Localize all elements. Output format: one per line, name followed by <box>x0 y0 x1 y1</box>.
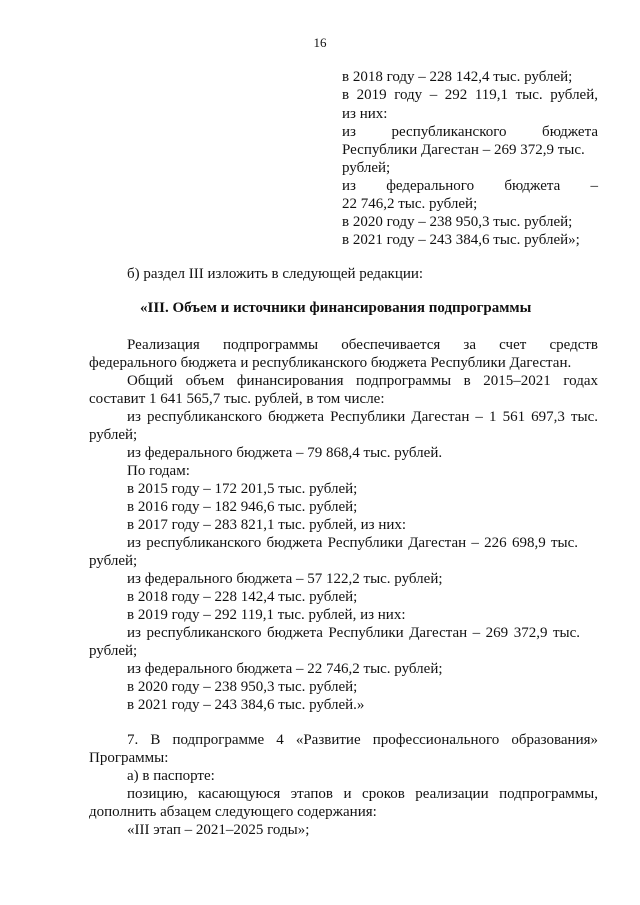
page-number: 16 <box>313 35 327 50</box>
body-line: Реализация подпрограммы обеспечивается за счет средств <box>127 337 598 353</box>
body-line: из республиканского бюджета Республики Дагестан – 226 698,9 тыс. <box>127 535 578 551</box>
body-line: из федерального бюджета – 57 122,2 тыс. рублей; <box>127 571 443 587</box>
body-line: рублей; <box>89 427 138 443</box>
item-7-line: позицию, касающуюся этапов и сроков реализации подпрограммы, <box>127 786 598 802</box>
quote-line: в 2021 году – 243 384,6 тыс. рублей»; <box>342 232 580 248</box>
body-line: рублей; <box>89 553 138 569</box>
body-line: в 2021 году – 243 384,6 тыс. рублей.» <box>127 697 365 713</box>
body-line: Общий объем финансирования подпрограммы в 2015–2021 годах <box>127 373 598 389</box>
quote-line: в 2018 году – 228 142,4 тыс. рублей; <box>342 69 573 85</box>
body-line: федерального бюджета и республиканского бюджета Республики Дагестан. <box>89 355 572 371</box>
section-heading: «III. Объем и источники финансирования подпрограммы <box>140 300 532 316</box>
body-line: составит 1 641 565,7 тыс. рублей, в том числе: <box>89 391 385 407</box>
quote-line: из республиканского бюджета <box>342 124 598 140</box>
item-7-line: дополнить абзацем следующего содержания: <box>89 804 377 820</box>
body-line: в 2018 году – 228 142,4 тыс. рублей; <box>127 589 358 605</box>
item-7-line: 7. В подпрограмме 4 «Развитие профессионального образования» <box>127 732 598 748</box>
body-line: По годам: <box>127 463 190 479</box>
body-line: рублей; <box>89 643 138 659</box>
body-line: в 2015 году – 172 201,5 тыс. рублей; <box>127 481 358 497</box>
item-7-line: «III этап – 2021–2025 годы»; <box>127 822 310 838</box>
body-line: из федерального бюджета – 22 746,2 тыс. рублей; <box>127 661 443 677</box>
quote-line: в 2019 году – 292 119,1 тыс. рублей, <box>342 87 598 103</box>
body-line: из республиканского бюджета Республики Дагестан – 1 561 697,3 тыс. <box>127 409 598 425</box>
body-line: в 2016 году – 182 946,6 тыс. рублей; <box>127 499 358 515</box>
quote-line: из них: <box>342 106 388 122</box>
quote-line: из федерального бюджета – <box>342 178 598 194</box>
body-line: в 2019 году – 292 119,1 тыс. рублей, из них: <box>127 607 406 623</box>
body-line: из федерального бюджета – 79 868,4 тыс. рублей. <box>127 445 443 461</box>
item-7-line: а) в паспорте: <box>127 768 215 784</box>
item-b: б) раздел III изложить в следующей редакции: <box>127 266 424 282</box>
quote-line: в 2020 году – 238 950,3 тыс. рублей; <box>342 214 573 230</box>
quote-line: Республики Дагестан – 269 372,9 тыс. <box>342 142 585 158</box>
body-line: в 2017 году – 283 821,1 тыс. рублей, из них: <box>127 517 407 533</box>
quote-line: рублей; <box>342 160 391 176</box>
item-7-line: Программы: <box>89 750 169 766</box>
body-line: в 2020 году – 238 950,3 тыс. рублей; <box>127 679 358 695</box>
quote-line: 22 746,2 тыс. рублей; <box>342 196 478 212</box>
body-line: из республиканского бюджета Республики Дагестан – 269 372,9 тыс. <box>127 625 580 641</box>
